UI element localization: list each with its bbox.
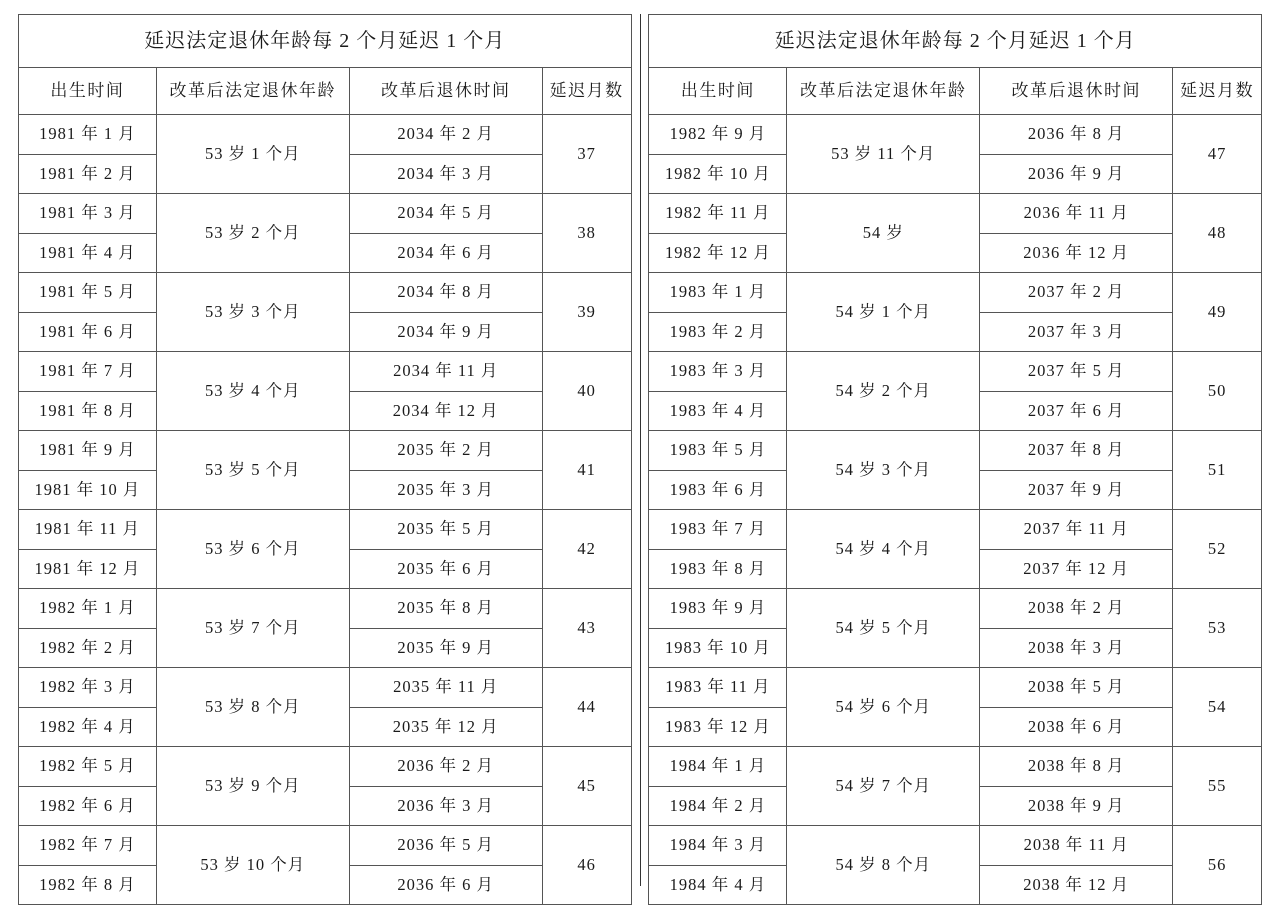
- retirement-date-cell: 2038 年 12 月: [980, 865, 1173, 905]
- retirement-date-cell: 2037 年 6 月: [980, 391, 1173, 431]
- retirement-date-cell: 2037 年 8 月: [980, 431, 1173, 471]
- delay-months-cell: 54: [1173, 668, 1262, 747]
- retirement-date-cell: 2037 年 3 月: [980, 312, 1173, 352]
- birth-date-cell: 1983 年 8 月: [649, 549, 787, 589]
- table-title-row: [649, 15, 1262, 68]
- table-row: [649, 826, 1262, 866]
- retirement-date-cell: 2037 年 5 月: [980, 352, 1173, 392]
- retirement-date-cell: 2035 年 9 月: [349, 628, 542, 668]
- retirement-date-cell: 2037 年 2 月: [980, 273, 1173, 313]
- birth-date-cell: 1981 年 1 月: [19, 115, 157, 155]
- retirement-age-cell: 53 岁 5 个月: [156, 431, 349, 510]
- retirement-date-cell: 2034 年 12 月: [349, 391, 542, 431]
- retirement-date-cell: 2038 年 2 月: [980, 589, 1173, 629]
- retirement-date-cell: 2035 年 5 月: [349, 510, 542, 550]
- birth-date-cell: 1984 年 1 月: [649, 747, 787, 787]
- table-row: [19, 826, 632, 866]
- retirement-age-cell: 54 岁 7 个月: [787, 747, 980, 826]
- birth-date-cell: 1983 年 11 月: [649, 668, 787, 708]
- birth-date-cell: 1982 年 1 月: [19, 589, 157, 629]
- birth-date-cell: 1983 年 4 月: [649, 391, 787, 431]
- retirement-date-cell: 2034 年 2 月: [349, 115, 542, 155]
- retirement-age-cell: 54 岁 8 个月: [787, 826, 980, 905]
- delay-months-cell: 53: [1173, 589, 1262, 668]
- retirement-date-cell: 2037 年 12 月: [980, 549, 1173, 589]
- delay-months-cell: 56: [1173, 826, 1262, 905]
- retirement-age-cell: 54 岁 5 个月: [787, 589, 980, 668]
- retirement-date-cell: 2038 年 11 月: [980, 826, 1173, 866]
- column-header: 改革后退休时间: [980, 68, 1173, 115]
- delay-months-cell: 44: [542, 668, 631, 747]
- table-panel-right: [640, 14, 1262, 894]
- retirement-age-cell: 54 岁 4 个月: [787, 510, 980, 589]
- delay-months-cell: 42: [542, 510, 631, 589]
- birth-date-cell: 1981 年 7 月: [19, 352, 157, 392]
- retirement-date-cell: 2037 年 9 月: [980, 470, 1173, 510]
- retirement-date-cell: 2034 年 9 月: [349, 312, 542, 352]
- birth-date-cell: 1983 年 12 月: [649, 707, 787, 747]
- retirement-date-cell: 2036 年 3 月: [349, 786, 542, 826]
- birth-date-cell: 1984 年 3 月: [649, 826, 787, 866]
- table-header-row: [649, 68, 1262, 115]
- table-row: [19, 352, 632, 392]
- table-row: [649, 431, 1262, 471]
- table-row: [19, 589, 632, 629]
- delay-months-cell: 47: [1173, 115, 1262, 194]
- retirement-date-cell: 2036 年 2 月: [349, 747, 542, 787]
- table-row: [649, 352, 1262, 392]
- retirement-date-cell: 2035 年 2 月: [349, 431, 542, 471]
- table-title: 延迟法定退休年龄每 2 个月延迟 1 个月: [649, 15, 1262, 68]
- retirement-date-cell: 2037 年 11 月: [980, 510, 1173, 550]
- birth-date-cell: 1982 年 2 月: [19, 628, 157, 668]
- retirement-date-cell: 2036 年 11 月: [980, 194, 1173, 234]
- delay-months-cell: 40: [542, 352, 631, 431]
- table-row: [649, 589, 1262, 629]
- birth-date-cell: 1981 年 5 月: [19, 273, 157, 313]
- retirement-date-cell: 2034 年 8 月: [349, 273, 542, 313]
- column-header: 延迟月数: [1173, 68, 1262, 115]
- table-row: [649, 510, 1262, 550]
- table-title-row: [19, 15, 632, 68]
- birth-date-cell: 1983 年 9 月: [649, 589, 787, 629]
- birth-date-cell: 1983 年 5 月: [649, 431, 787, 471]
- table-row: [649, 668, 1262, 708]
- table-panel-left: [18, 14, 640, 894]
- birth-date-cell: 1982 年 6 月: [19, 786, 157, 826]
- retirement-age-cell: 53 岁 10 个月: [156, 826, 349, 905]
- retirement-date-cell: 2038 年 6 月: [980, 707, 1173, 747]
- table-row: [649, 747, 1262, 787]
- retirement-schedule-table-left: [18, 14, 632, 905]
- birth-date-cell: 1982 年 11 月: [649, 194, 787, 234]
- retirement-date-cell: 2034 年 3 月: [349, 154, 542, 194]
- retirement-date-cell: 2035 年 6 月: [349, 549, 542, 589]
- birth-date-cell: 1981 年 12 月: [19, 549, 157, 589]
- birth-date-cell: 1983 年 3 月: [649, 352, 787, 392]
- table-header-row: [19, 68, 632, 115]
- birth-date-cell: 1983 年 1 月: [649, 273, 787, 313]
- retirement-age-cell: 53 岁 3 个月: [156, 273, 349, 352]
- birth-date-cell: 1982 年 8 月: [19, 865, 157, 905]
- table-row: [649, 273, 1262, 313]
- retirement-date-cell: 2036 年 8 月: [980, 115, 1173, 155]
- retirement-date-cell: 2038 年 8 月: [980, 747, 1173, 787]
- retirement-schedule-table-right: [648, 14, 1262, 905]
- retirement-date-cell: 2035 年 12 月: [349, 707, 542, 747]
- retirement-date-cell: 2036 年 12 月: [980, 233, 1173, 273]
- retirement-age-cell: 54 岁: [787, 194, 980, 273]
- birth-date-cell: 1982 年 12 月: [649, 233, 787, 273]
- column-header: 改革后法定退休年龄: [156, 68, 349, 115]
- retirement-date-cell: 2034 年 5 月: [349, 194, 542, 234]
- delay-months-cell: 37: [542, 115, 631, 194]
- birth-date-cell: 1982 年 4 月: [19, 707, 157, 747]
- birth-date-cell: 1984 年 2 月: [649, 786, 787, 826]
- birth-date-cell: 1981 年 11 月: [19, 510, 157, 550]
- birth-date-cell: 1981 年 8 月: [19, 391, 157, 431]
- column-header: 出生时间: [649, 68, 787, 115]
- delay-months-cell: 45: [542, 747, 631, 826]
- retirement-age-cell: 54 岁 3 个月: [787, 431, 980, 510]
- birth-date-cell: 1983 年 7 月: [649, 510, 787, 550]
- retirement-age-cell: 53 岁 7 个月: [156, 589, 349, 668]
- retirement-date-cell: 2034 年 11 月: [349, 352, 542, 392]
- retirement-age-cell: 54 岁 6 个月: [787, 668, 980, 747]
- table-row: [19, 668, 632, 708]
- birth-date-cell: 1982 年 7 月: [19, 826, 157, 866]
- retirement-age-cell: 53 岁 2 个月: [156, 194, 349, 273]
- retirement-date-cell: 2035 年 11 月: [349, 668, 542, 708]
- birth-date-cell: 1982 年 3 月: [19, 668, 157, 708]
- delay-months-cell: 50: [1173, 352, 1262, 431]
- delay-months-cell: 38: [542, 194, 631, 273]
- table-row: [19, 747, 632, 787]
- birth-date-cell: 1982 年 5 月: [19, 747, 157, 787]
- retirement-age-cell: 54 岁 2 个月: [787, 352, 980, 431]
- retirement-date-cell: 2038 年 9 月: [980, 786, 1173, 826]
- table-row: [19, 194, 632, 234]
- birth-date-cell: 1981 年 4 月: [19, 233, 157, 273]
- retirement-age-cell: 53 岁 9 个月: [156, 747, 349, 826]
- birth-date-cell: 1984 年 4 月: [649, 865, 787, 905]
- table-row: [19, 273, 632, 313]
- retirement-age-cell: 54 岁 1 个月: [787, 273, 980, 352]
- birth-date-cell: 1983 年 2 月: [649, 312, 787, 352]
- delay-months-cell: 43: [542, 589, 631, 668]
- retirement-date-cell: 2034 年 6 月: [349, 233, 542, 273]
- table-row: [649, 194, 1262, 234]
- delay-months-cell: 52: [1173, 510, 1262, 589]
- delay-months-cell: 41: [542, 431, 631, 510]
- table-row: [19, 510, 632, 550]
- delay-months-cell: 55: [1173, 747, 1262, 826]
- delay-months-cell: 49: [1173, 273, 1262, 352]
- retirement-age-cell: 53 岁 6 个月: [156, 510, 349, 589]
- birth-date-cell: 1981 年 3 月: [19, 194, 157, 234]
- column-header: 出生时间: [19, 68, 157, 115]
- retirement-date-cell: 2035 年 8 月: [349, 589, 542, 629]
- birth-date-cell: 1982 年 9 月: [649, 115, 787, 155]
- delay-months-cell: 51: [1173, 431, 1262, 510]
- delay-months-cell: 39: [542, 273, 631, 352]
- table-row: [649, 115, 1262, 155]
- retirement-date-cell: 2036 年 5 月: [349, 826, 542, 866]
- retirement-date-cell: 2038 年 5 月: [980, 668, 1173, 708]
- table-row: [19, 115, 632, 155]
- retirement-date-cell: 2036 年 9 月: [980, 154, 1173, 194]
- birth-date-cell: 1981 年 10 月: [19, 470, 157, 510]
- retirement-age-cell: 53 岁 11 个月: [787, 115, 980, 194]
- retirement-age-cell: 53 岁 4 个月: [156, 352, 349, 431]
- column-header: 延迟月数: [542, 68, 631, 115]
- retirement-date-cell: 2035 年 3 月: [349, 470, 542, 510]
- retirement-age-cell: 53 岁 1 个月: [156, 115, 349, 194]
- table-title: 延迟法定退休年龄每 2 个月延迟 1 个月: [19, 15, 632, 68]
- delay-months-cell: 46: [542, 826, 631, 905]
- birth-date-cell: 1981 年 9 月: [19, 431, 157, 471]
- table-row: [19, 431, 632, 471]
- birth-date-cell: 1981 年 2 月: [19, 154, 157, 194]
- birth-date-cell: 1983 年 6 月: [649, 470, 787, 510]
- birth-date-cell: 1983 年 10 月: [649, 628, 787, 668]
- delay-months-cell: 48: [1173, 194, 1262, 273]
- retirement-date-cell: 2036 年 6 月: [349, 865, 542, 905]
- retirement-age-cell: 53 岁 8 个月: [156, 668, 349, 747]
- column-header: 改革后退休时间: [349, 68, 542, 115]
- birth-date-cell: 1981 年 6 月: [19, 312, 157, 352]
- column-header: 改革后法定退休年龄: [787, 68, 980, 115]
- retirement-date-cell: 2038 年 3 月: [980, 628, 1173, 668]
- birth-date-cell: 1982 年 10 月: [649, 154, 787, 194]
